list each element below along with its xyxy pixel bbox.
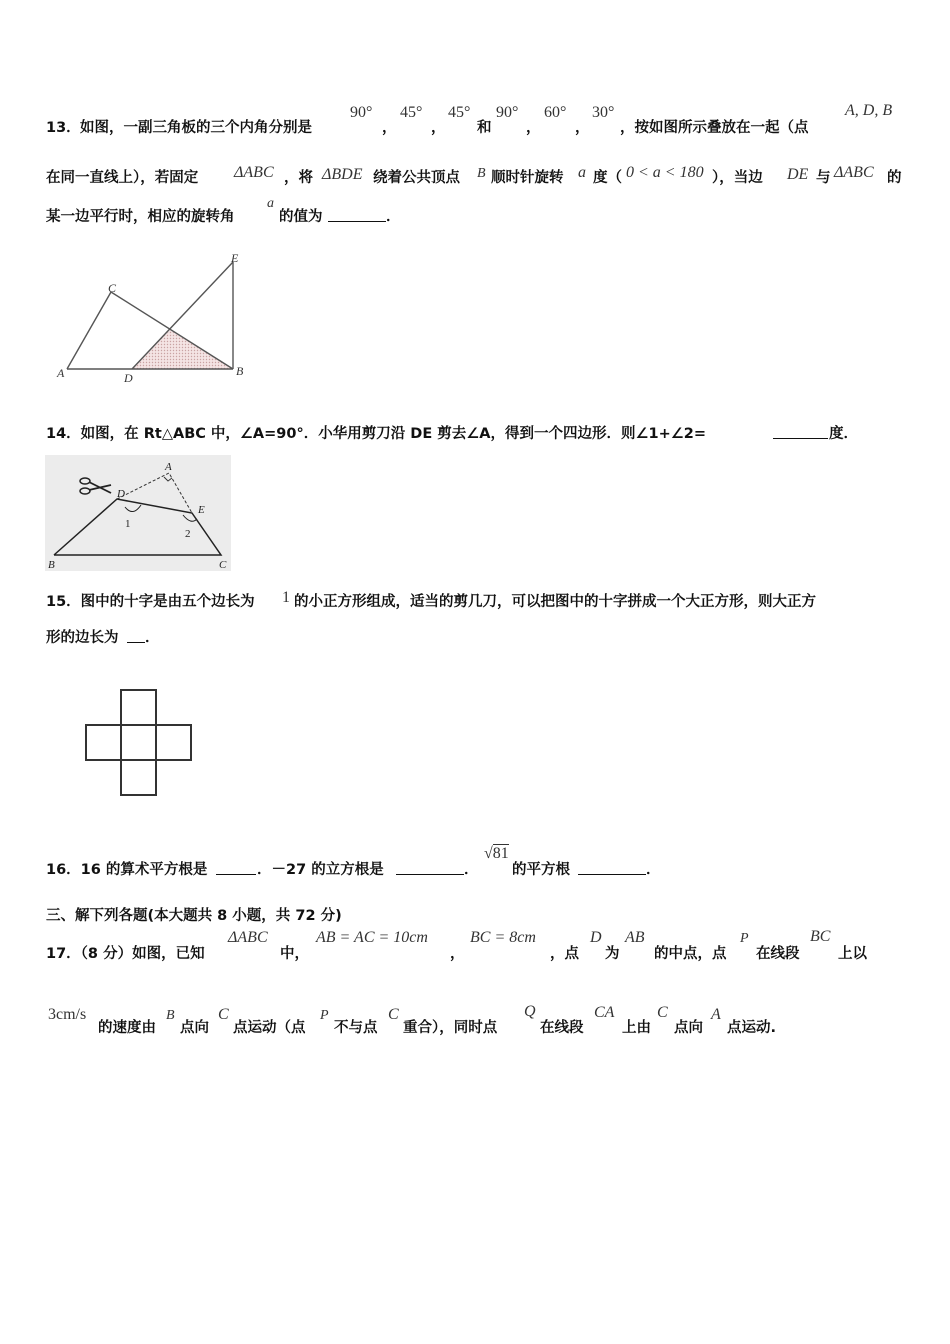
q15-text-2: 形的边长为	[46, 630, 119, 646]
q17-segment-bc: BC	[810, 928, 831, 945]
q17-eq-2: BC = 8cm	[470, 929, 536, 946]
q17-text-e: 为	[605, 946, 620, 962]
q13-comma-4: ，	[575, 120, 590, 136]
q13-line-ac	[67, 292, 111, 369]
q13-alpha-2: a	[267, 196, 274, 211]
q13-comma-2: ，	[431, 120, 446, 136]
q17-text-h: 上以	[838, 946, 867, 962]
q13-angle-45a: 45°	[400, 104, 423, 121]
q13-triangle-abc: ΔABC	[234, 164, 274, 181]
q14-label-a: A	[165, 461, 172, 473]
q13-answer-blank	[328, 220, 386, 222]
q13-text-2: ，按如图所示叠放在一起（点	[620, 120, 809, 136]
q15-square-center	[121, 725, 156, 760]
q14-label-e: E	[198, 504, 205, 516]
q17-triangle: ΔABC	[228, 929, 268, 946]
q17-text-k: 点运动（点	[233, 1020, 306, 1036]
q17-segment-ca: CA	[594, 1004, 615, 1021]
q17-point-q: Q	[524, 1003, 536, 1020]
q14-figure	[45, 455, 231, 571]
q17-text-b: 中，	[280, 946, 309, 962]
q13-text-9: 与	[816, 170, 831, 186]
q13-text-10: 的	[887, 170, 902, 186]
q13-vertex-b: B	[477, 166, 486, 181]
q17-text-g: 在线段	[756, 946, 800, 962]
q15-square-right	[156, 725, 191, 760]
q17-point-c: C	[218, 1006, 229, 1023]
q16-blank-1	[216, 873, 256, 875]
q13-angle-60: 60°	[544, 104, 567, 121]
q14-label-c: C	[219, 559, 227, 571]
q13-text-12: 的值为	[279, 209, 323, 225]
q16-text-b: ．－27 的立方根是	[257, 862, 384, 878]
q17-point-d: D	[590, 929, 602, 946]
q16-text-c: ．	[464, 862, 479, 878]
q16-sqrt-radicand: 81	[492, 845, 509, 862]
q13-overlap-shaded	[132, 330, 233, 369]
q13-and: 和	[477, 120, 492, 136]
q17-point-a: A	[711, 1006, 721, 1023]
q17-point-p-2: P	[320, 1008, 329, 1023]
q17-segment-ab: AB	[625, 929, 645, 946]
q13-range: 0 < a < 180	[626, 164, 704, 181]
q13-label-d: D	[124, 371, 133, 385]
q14-label-1: 1	[125, 518, 131, 530]
q14-answer-blank	[773, 437, 828, 439]
q15-square-left	[86, 725, 121, 760]
q17-text-n: 在线段	[540, 1020, 584, 1036]
q17-text-p: 点向	[674, 1020, 703, 1036]
q17-text-o: 上由	[622, 1020, 651, 1036]
q17-text-c: ，	[450, 946, 465, 962]
q13-alpha: a	[578, 164, 586, 181]
q16-blank-3	[578, 873, 646, 875]
q13-text-5: 绕着公共顶点	[373, 170, 460, 186]
q13-label-e: E	[231, 251, 239, 265]
q13-text-1: 如图，一副三角板的三个内角分别是	[80, 120, 312, 136]
q16-sqrt: √81	[484, 845, 509, 862]
q14-label-b: B	[48, 559, 55, 571]
q13-angle-90b: 90°	[496, 104, 519, 121]
q16-text-e: ．	[646, 862, 661, 878]
q17-text-j: 点向	[180, 1020, 209, 1036]
q16-text-a: 16．16 的算术平方根是	[46, 862, 208, 878]
q17-text-a: 17．（8 分）如图，已知	[46, 946, 205, 962]
q16-text-d: 的平方根	[512, 862, 570, 878]
q17-point-p: P	[740, 931, 749, 946]
q14-label-2: 2	[185, 528, 191, 540]
q13-triangle-abc-2: ΔABC	[834, 164, 874, 181]
q15-square-top	[121, 690, 156, 725]
q13-number: 13．	[46, 120, 81, 136]
q13-text-6: 顺时针旋转	[491, 170, 564, 186]
q13-points-adb: A, D, B	[845, 102, 893, 119]
q13-text-11: 某一边平行时，相应的旋转角	[46, 209, 235, 225]
q15-one: 1	[282, 589, 290, 606]
q17-text-f: 的中点，点	[654, 946, 727, 962]
q15-answer-blank	[127, 641, 145, 643]
section-3-heading: 三、解下列各题(本大题共 8 小题，共 72 分)	[46, 908, 342, 924]
q17-point-b: B	[166, 1008, 175, 1023]
q17-point-c-2: C	[388, 1006, 399, 1023]
q14-label-d: D	[117, 488, 125, 500]
q13-text-7: 度（	[593, 170, 622, 186]
q15-text-1a: 15．图中的十字是由五个边长为	[46, 594, 255, 610]
q13-angle-45b: 45°	[448, 104, 471, 121]
q13-comma-3: ，	[526, 120, 541, 136]
q15-square-bottom	[121, 760, 156, 795]
q13-triangle-bde: ΔBDE	[322, 166, 363, 183]
q13-angle-30: 30°	[592, 104, 615, 121]
q13-text-3: 在同一直线上），若固定	[46, 170, 199, 186]
q13-text-13: ．	[386, 209, 401, 225]
q17-text-q: 点运动.	[727, 1020, 777, 1036]
q13-text-4: ，将	[284, 170, 313, 186]
q15-text-2-end: ．	[145, 630, 160, 646]
q15-text-1b: 的小正方形组成，适当的剪几刀，可以把图中的十字拼成一个大正方形，则大正方	[294, 594, 816, 610]
q15-cross-figure	[82, 688, 194, 800]
q17-point-c-3: C	[657, 1004, 668, 1021]
q13-figure	[52, 250, 252, 390]
q17-text-m: 重合），同时点	[403, 1020, 498, 1036]
q13-text-8: ），当边	[712, 170, 763, 186]
q13-edge-de: DE	[787, 166, 809, 183]
q13-angle-90: 90°	[350, 104, 373, 121]
q16-blank-2	[396, 873, 464, 875]
q13-label-a: A	[57, 366, 65, 380]
q17-eq-1: AB = AC = 10cm	[316, 929, 428, 946]
q14-end: 度．	[829, 426, 858, 442]
q14-text: 14．如图，在 Rt△ABC 中，∠A=90°．小华用剪刀沿 DE 剪去∠A，得到一个四边形．则∠1+∠2=	[46, 426, 706, 442]
q13-label-b: B	[236, 364, 244, 378]
q17-speed: 3cm/s	[48, 1006, 87, 1023]
q17-text-d: ，点	[550, 946, 579, 962]
q13-label-c: C	[108, 281, 117, 295]
q17-text-l: 不与点	[334, 1020, 378, 1036]
q13-comma-1: ，	[382, 120, 397, 136]
q17-text-i: 的速度由	[98, 1020, 156, 1036]
